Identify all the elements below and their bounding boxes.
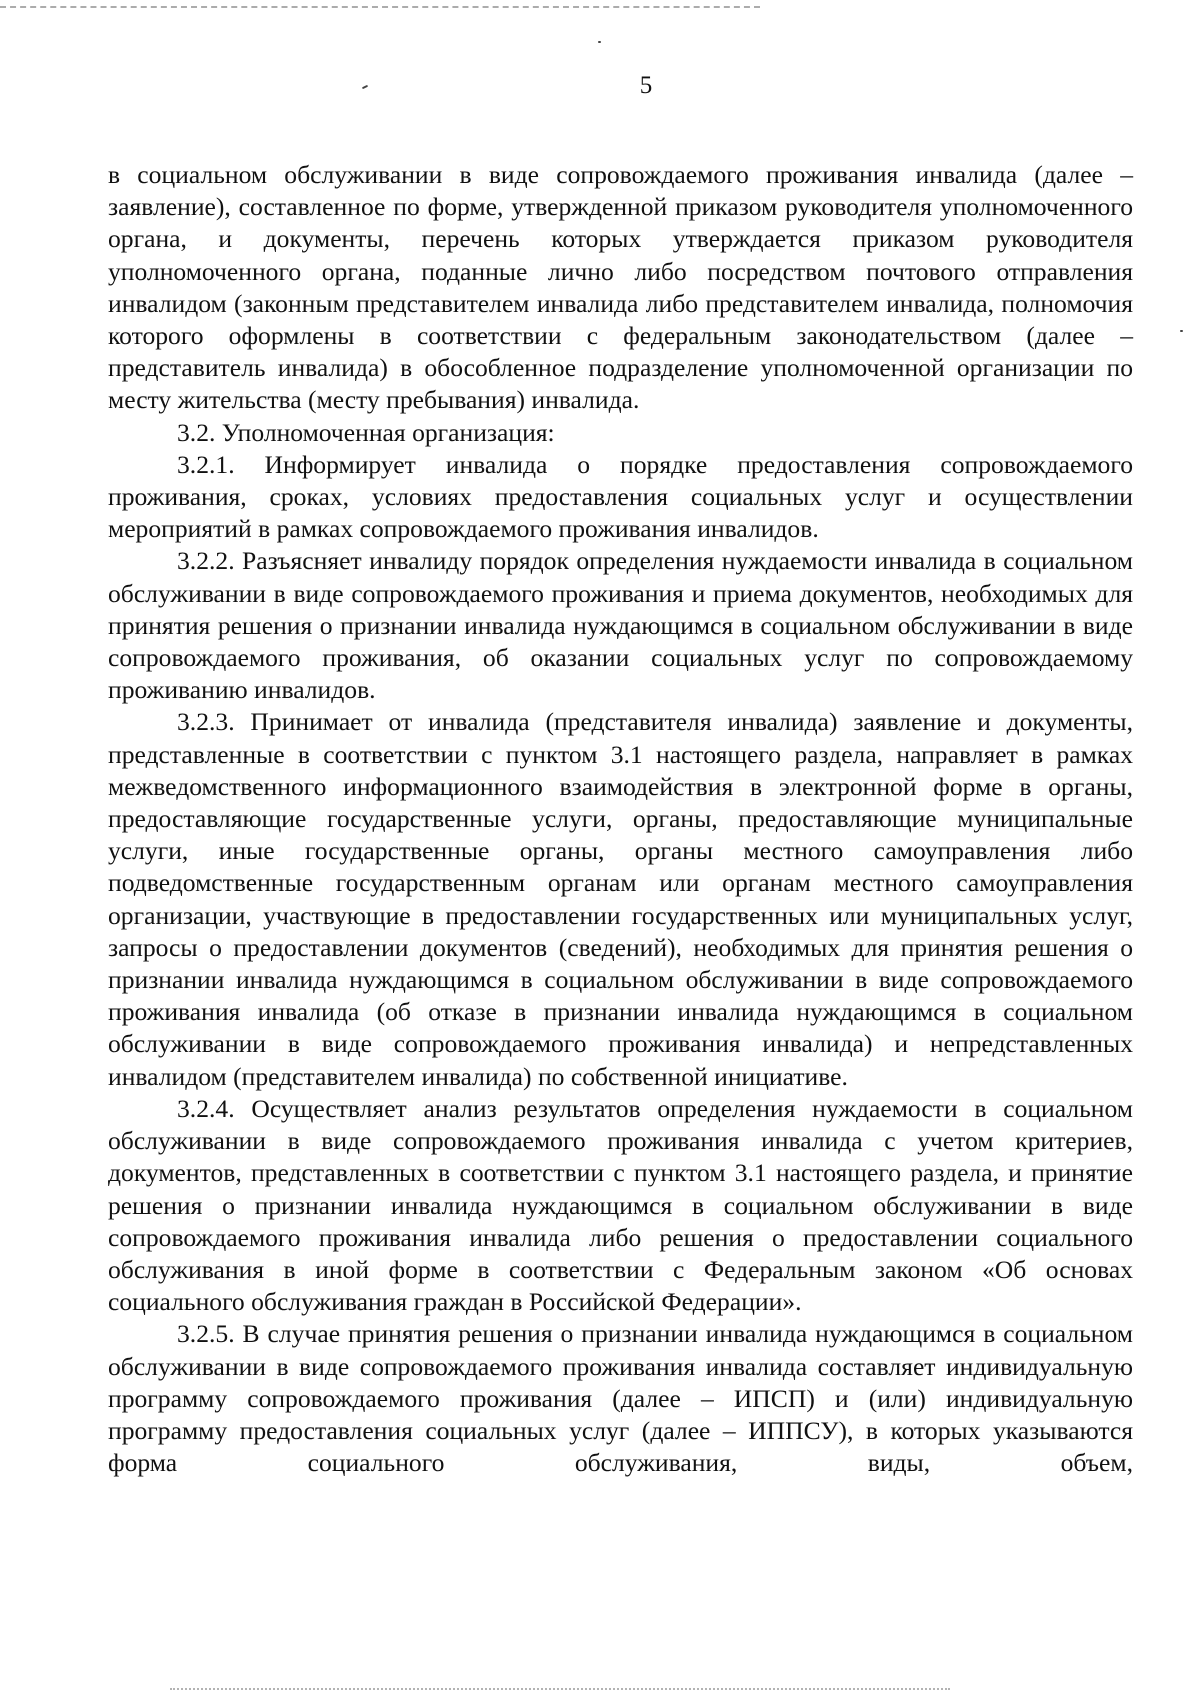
scan-speck [1180,330,1183,332]
document-body [108,159,1133,1479]
scan-speck [598,41,601,43]
paragraph-continuation: в социальном обслуживании в виде сопровождаемого проживания инвалида (далее – заявление), составленное по форме, утвержденной приказом руководителя уполномоченного органа, и документы, перечень которых утверждается приказом руководителя уполномоченного органа, поданные лично либо посредством почтового отправления инвалидом (законным представителем инвалида либо представителем инвалида, полномочия которого оформлены в соответствии с федеральным законодательством (далее – представитель инвалида) в обособленное подразделение уполномоченной организации по месту жительства (месту пребывания) инвалида. [108,160,1133,415]
scan-artifact-bottom [170,1688,950,1690]
scan-artifact-top [0,6,760,8]
paragraph-3-2: 3.2. Уполномоченная организация: [177,417,555,447]
paragraph-3-2-3: 3.2.3. Принимает от инвалида (представителя инвалида) заявление и документы, представленные в соответствии с пунктом 3.1 настоящего раздела, направляет в рамках межведомственного информационного взаимодействия в электронной форме в органы, предоставляющие государственные услуги, органы, предоставляющие муниципальные услуги, иные государственные органы, органы местного самоуправления либо подведомственные государственным органам или органам местного самоуправления организации, участвующие в предоставлении государственных или муниципальных услуг, запросы о предоставлении документов (сведений), необходимых для принятия решения о признании инвалида нуждающимся в социальном обслуживании в виде сопровождаемого проживания инвалида (об отказе в признании инвалида нуждающимся в социальном обслуживании в виде сопровождаемого проживания инвалида) и непредставленных инвалидом (представителем инвалида) по собственной инициативе. [108,707,1133,1091]
paragraph-3-2-5: 3.2.5. В случае принятия решения о признании инвалида нуждающимся в социальном обслуживании в виде сопровождаемого проживания инвалида составляет индивидуальную программу сопровождаемого проживания (далее – ИПСП) и (или) индивидуальную программу предоставления социальных услуг (далее – ИППСУ), в которых указываются форма социального обслуживания, виды, объем, [108,1319,1133,1478]
paragraph-3-2-2: 3.2.2. Разъясняет инвалиду порядок определения нуждаемости инвалида в социальном обслуживании в виде сопровождаемого проживания и приема документов, необходимых для принятия решения о признании инвалида нуждающимся в социальном обслуживании в виде сопровождаемого проживания, об оказании социальных услуг по сопровождаемому проживанию инвалидов. [108,546,1133,705]
paragraph-3-2-1: 3.2.1. Информирует инвалида о порядке предоставления сопровождаемого проживания, сроках, условиях предоставления социальных услуг и осуществлении мероприятий в рамках сопровождаемого проживания инвалидов. [108,449,1133,544]
paragraph-3-2-4: 3.2.4. Осуществляет анализ результатов определения нуждаемости в социальном обслуживании в виде сопровождаемого проживания инвалида с учетом критериев, документов, представленных в соответствии с пунктом 3.1 настоящего раздела, и принятие решения о признании инвалида нуждающимся в социальном обслуживании в виде сопровождаемого проживания инвалида либо решения о предоставлении социального обслуживания в иной форме в соответствии с Федеральным законом «Об основах социального обслуживания граждан в Российской Федерации». [108,1093,1133,1317]
page-number: 5 [639,72,653,99]
